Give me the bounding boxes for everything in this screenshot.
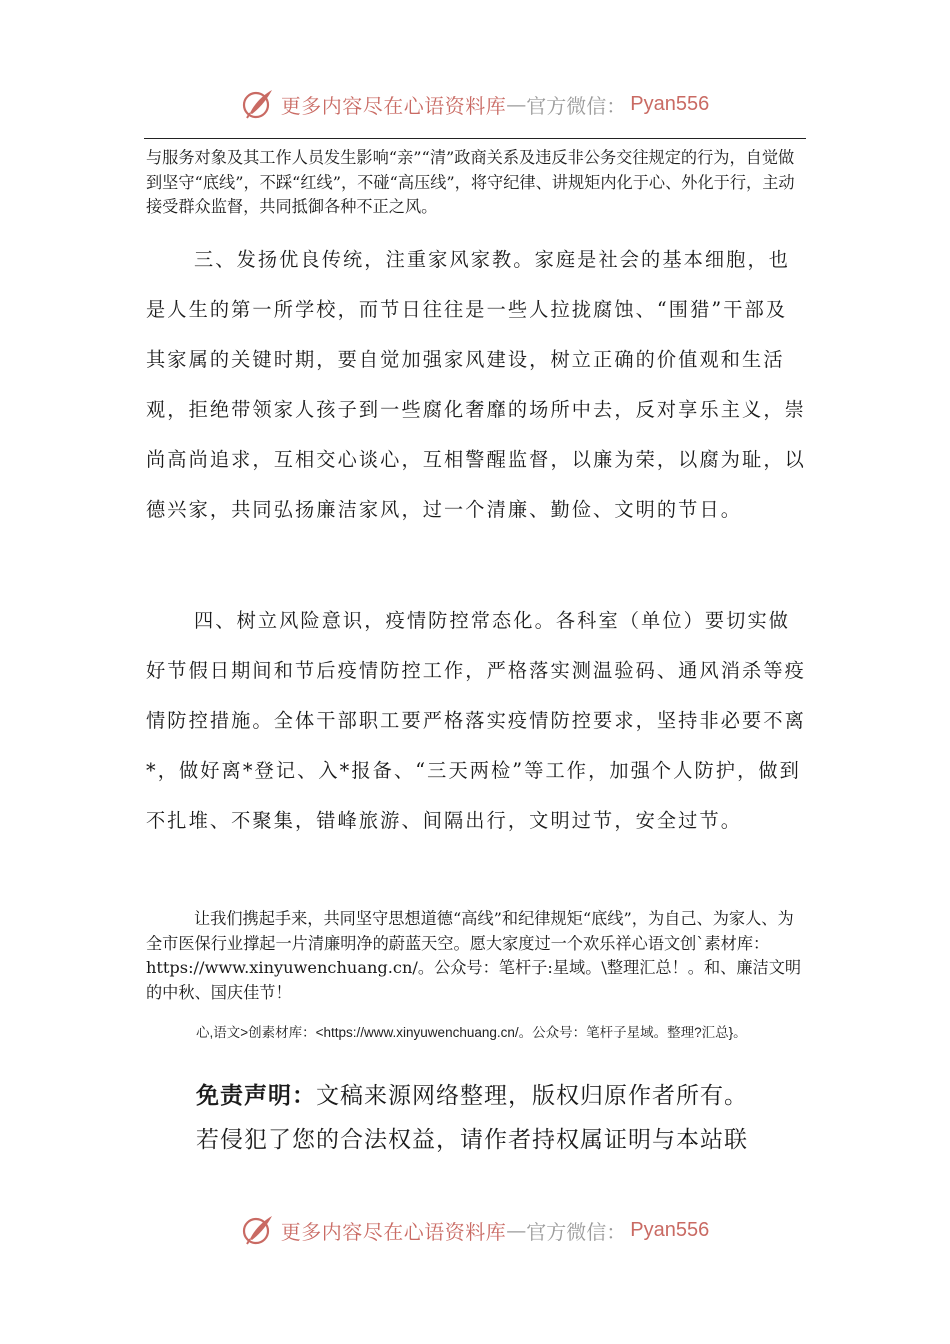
disclaimer	[196, 1074, 816, 1162]
quill-logo-icon	[241, 1213, 275, 1247]
wechat-label: 官方微信：	[526, 1219, 627, 1244]
site-name: 更多内容尽在心语资料库	[280, 93, 507, 118]
disclaimer-text-1: 文稿来源网络整理，版权归原作者所有。	[316, 1083, 748, 1109]
header-divider	[144, 138, 806, 139]
footer-banner	[0, 1210, 950, 1250]
quill-logo-icon	[241, 87, 275, 121]
paragraph-continued: 与服务对象及其工作人员发生影响“亲”“清”政商关系及违反非公务交往规定的行为，自觉做到坚守“底线”，不踩“红线”，不碰“高压线”，将守纪律、讲规矩内化于心、外化于行，主动接受群众监督，共同抵御各种不正之风。	[146, 148, 795, 216]
wechat-label: 官方微信：	[526, 93, 627, 118]
wechat-id: Pyan556	[630, 92, 710, 115]
paragraph-three: 三、发扬优良传统，注重家风家教。家庭是社会的基本细胞，也是人生的第一所学校，而节日往往是一些人拉拢腐蚀、“围猎”干部及其家属的关键时期，要自觉加强家风建设，树立正确的价值观和生活观，拒绝带领家人孩子到一些腐化奢靡的场所中去，反对享乐主义，崇尚高尚追求，互相交心谈心，互相警醒监督，以廉为荣，以腐为耻，以德兴家，共同弘扬廉洁家风，过一个清廉、勤俭、文明的节日。	[146, 248, 806, 521]
separator-dash: —	[506, 92, 527, 116]
disclaimer-label: 免责声明：	[196, 1083, 316, 1109]
paragraph-closing: 让我们携起手来，共同坚守思想道德“高线”和纪律规矩“底线”，为自己、为家人、为全市医保行业撑起一片清廉明净的蔚蓝天空。愿大家度过一个欢乐祥心语文创`素材库：https://www.xinyuwenchuang.cn/。公众号：笔杆子:星域。\整理汇总！。和、廉洁文明的中秋、国庆佳节！	[146, 909, 802, 1002]
paragraph-four: 四、树立风险意识，疫情防控常态化。各科室（单位）要切实做好节假日期间和节后疫情防控工作，严格落实测温验码、通风消杀等疫情防控措施。全体干部职工要严格落实疫情防控要求，坚持非必要不离*，做好离*登记、入*报备、“三天两检”等工作，加强个人防护，做到不扎堆、不聚集，错峰旅游、间隔出行，文明过节，安全过节。	[146, 609, 806, 832]
disclaimer-line-1	[196, 1074, 816, 1118]
separator-dash: —	[506, 1218, 527, 1242]
header-banner	[0, 84, 950, 124]
disclaimer-line-2: 若侵犯了您的合法权益，请作者持权属证明与本站联	[196, 1127, 748, 1153]
wechat-id: Pyan556	[630, 1218, 710, 1241]
site-name: 更多内容尽在心语资料库	[280, 1219, 507, 1244]
paragraph-source: 心,语文>创素材库：<https://www.xinyuwenchuang.cn/。公众号：笔杆子星域。整理?汇总}。	[196, 1025, 747, 1040]
